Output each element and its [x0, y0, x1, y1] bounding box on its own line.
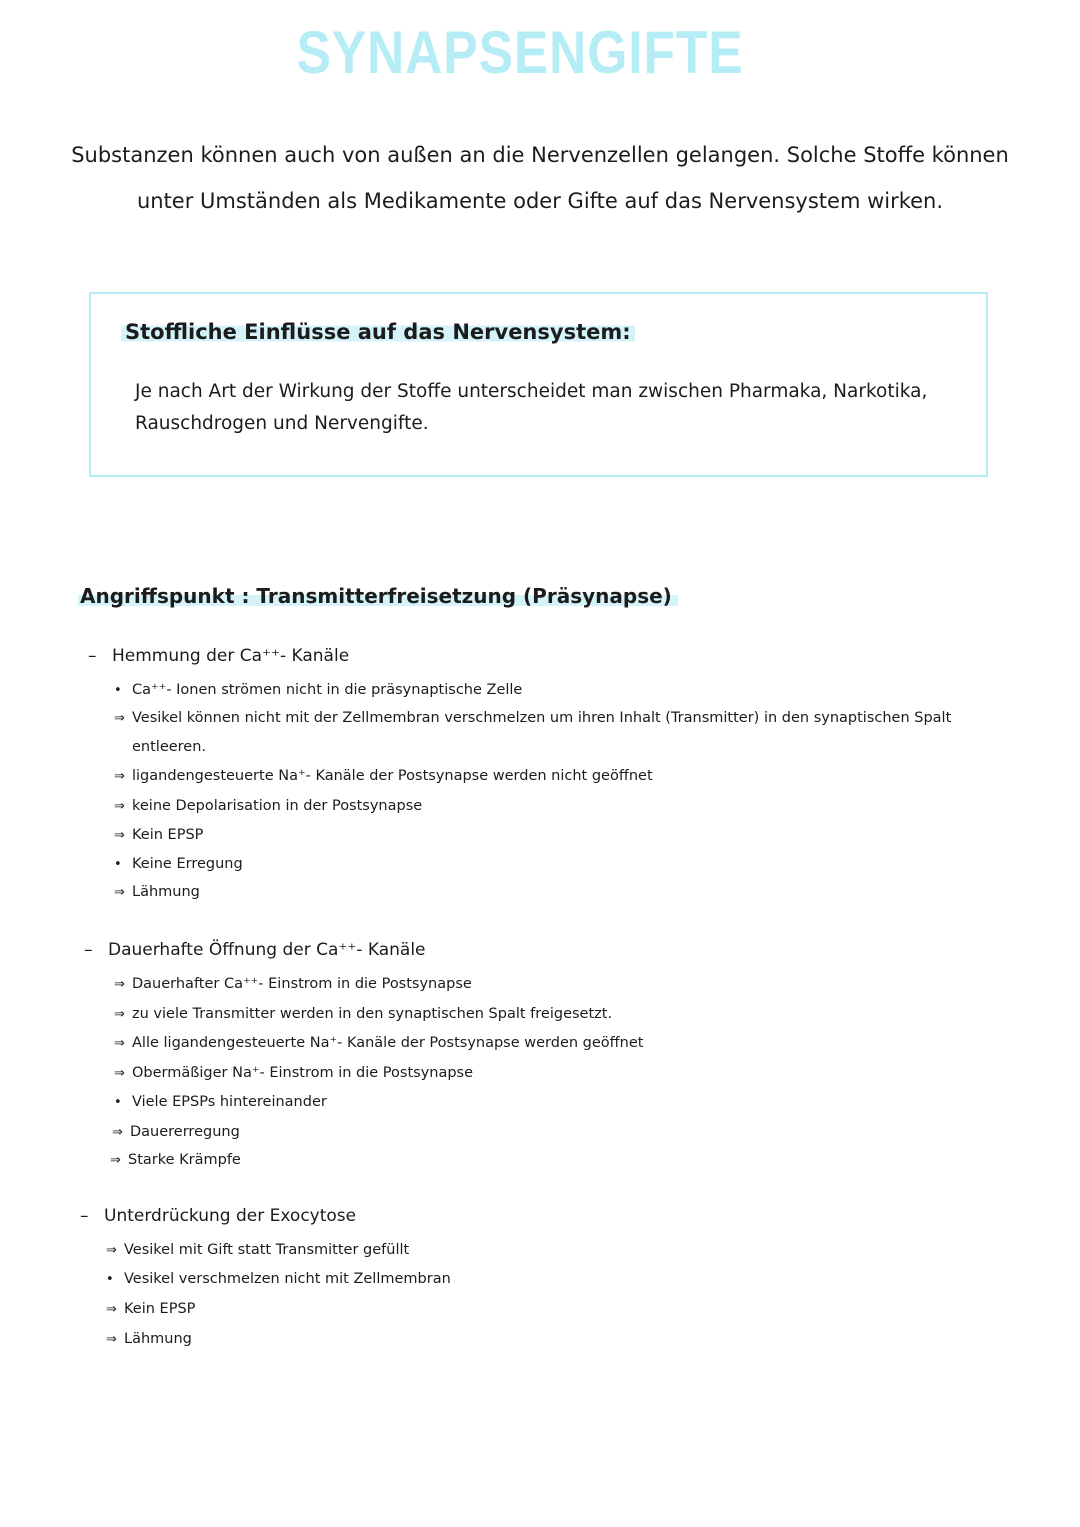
page-title: SYNAPSENGIFTE: [296, 19, 744, 86]
bullet-marker: •: [106, 1272, 114, 1287]
list-item-text: Kein EPSP: [124, 1301, 196, 1317]
arrow-marker: ⇒: [106, 1302, 117, 1317]
info-box-title: Stoffliche Einflüsse auf das Nervensystem:: [121, 320, 635, 344]
arrow-marker: ⇒: [114, 1007, 125, 1022]
list-item: [114, 792, 422, 821]
arrow-marker: ⇒: [114, 1066, 125, 1081]
list-item: [112, 1118, 240, 1147]
list-item: [114, 970, 472, 999]
arrow-marker: ⇒: [114, 769, 125, 784]
list-item: [106, 1265, 451, 1294]
list-item: [114, 704, 994, 761]
arrow-marker: ⇒: [106, 1243, 117, 1258]
list-item-text: ligandengesteuerte Na⁺- Kanäle der Postsynapse werden nicht geöffnet: [132, 768, 653, 784]
list-item-text: Vesikel mit Gift statt Transmitter gefüllt: [124, 1242, 410, 1258]
arrow-marker: ⇒: [114, 885, 125, 900]
list-item: [106, 1236, 409, 1265]
bullet-marker: •: [114, 683, 122, 698]
list-item-text: Ca⁺⁺- Ionen strömen nicht in die präsynaptische Zelle: [132, 682, 523, 698]
list-item-text: Alle ligandengesteuerte Na⁺- Kanäle der Postsynapse werden geöffnet: [132, 1035, 644, 1051]
group-title-exocytosis: [80, 1206, 356, 1226]
group-title-text: Unterdrückung der Exocytose: [104, 1206, 357, 1226]
list-item-text: Lähmung: [124, 1331, 192, 1347]
list-item: [114, 821, 203, 850]
list-item-text: Vesikel können nicht mit der Zellmembran verschmelzen um ihren Inhalt (Transmitter) in den synaptischen Spalt: [132, 710, 952, 726]
intro-paragraph: [60, 132, 1020, 224]
list-item-text: Viele EPSPs hintereinander: [132, 1094, 327, 1110]
list-item: [114, 1029, 643, 1058]
intro-line: unter Umständen als Medikamente oder Gifte auf das Nervensystem wirken.: [136, 189, 944, 213]
list-item-continuation: entleeren.: [132, 739, 207, 755]
group-title-text: Hemmung der Ca⁺⁺- Kanäle: [112, 646, 350, 666]
intro-line: Substanzen können auch von außen an die Nervenzellen gelangen. Solche Stoffe können: [71, 143, 1009, 167]
list-item: [114, 762, 653, 791]
list-item: [110, 1146, 241, 1175]
list-item-text: Keine Erregung: [132, 856, 243, 872]
arrow-marker: ⇒: [110, 1153, 121, 1168]
section-heading: Angriffspunkt : Transmitterfreisetzung (Präsynapse): [78, 584, 678, 608]
group-title-calcium-block: [88, 646, 349, 666]
info-box-line: Je nach Art der Wirkung der Stoffe unterscheidet man zwischen Pharmaka, Narkotika,: [135, 381, 928, 402]
arrow-marker: ⇒: [114, 1036, 125, 1051]
list-item-text: Lähmung: [132, 884, 200, 900]
arrow-marker: ⇒: [114, 711, 125, 726]
list-item-text: Obermäßiger Na⁺- Einstrom in die Postsynapse: [132, 1065, 474, 1081]
list-item-text: zu viele Transmitter werden in den synaptischen Spalt freigesetzt.: [132, 1006, 613, 1022]
arrow-marker: ⇒: [106, 1332, 117, 1347]
list-item: [114, 878, 200, 907]
list-item: [114, 1000, 612, 1029]
list-item-text: Starke Krämpfe: [128, 1152, 241, 1168]
list-item: [114, 1088, 327, 1117]
arrow-marker: ⇒: [112, 1125, 123, 1140]
bullet-marker: •: [114, 857, 122, 872]
list-item: [106, 1325, 192, 1354]
arrow-marker: ⇒: [114, 828, 125, 843]
info-box-line: Rauschdrogen und Nervengifte.: [135, 413, 429, 434]
list-item: [114, 676, 522, 705]
list-item-text: keine Depolarisation in der Postsynapse: [132, 798, 423, 814]
list-item-text: Dauerhafter Ca⁺⁺- Einstrom in die Postsynapse: [132, 976, 472, 992]
group-title-calcium-open: [84, 940, 426, 960]
info-box-text: [135, 376, 965, 440]
list-item: [106, 1295, 195, 1324]
list-item: [114, 850, 243, 879]
list-item-text: Vesikel verschmelzen nicht mit Zellmembran: [124, 1271, 451, 1287]
dash-marker: –: [88, 646, 97, 666]
list-item: [114, 1059, 473, 1088]
dash-marker: –: [80, 1206, 89, 1226]
dash-marker: –: [84, 940, 93, 960]
arrow-marker: ⇒: [114, 977, 125, 992]
list-item-text: Dauererregung: [130, 1124, 240, 1140]
bullet-marker: •: [114, 1095, 122, 1110]
group-title-text: Dauerhafte Öffnung der Ca⁺⁺- Kanäle: [108, 940, 426, 960]
arrow-marker: ⇒: [114, 799, 125, 814]
info-box: [89, 292, 988, 477]
list-item-text: Kein EPSP: [132, 827, 204, 843]
